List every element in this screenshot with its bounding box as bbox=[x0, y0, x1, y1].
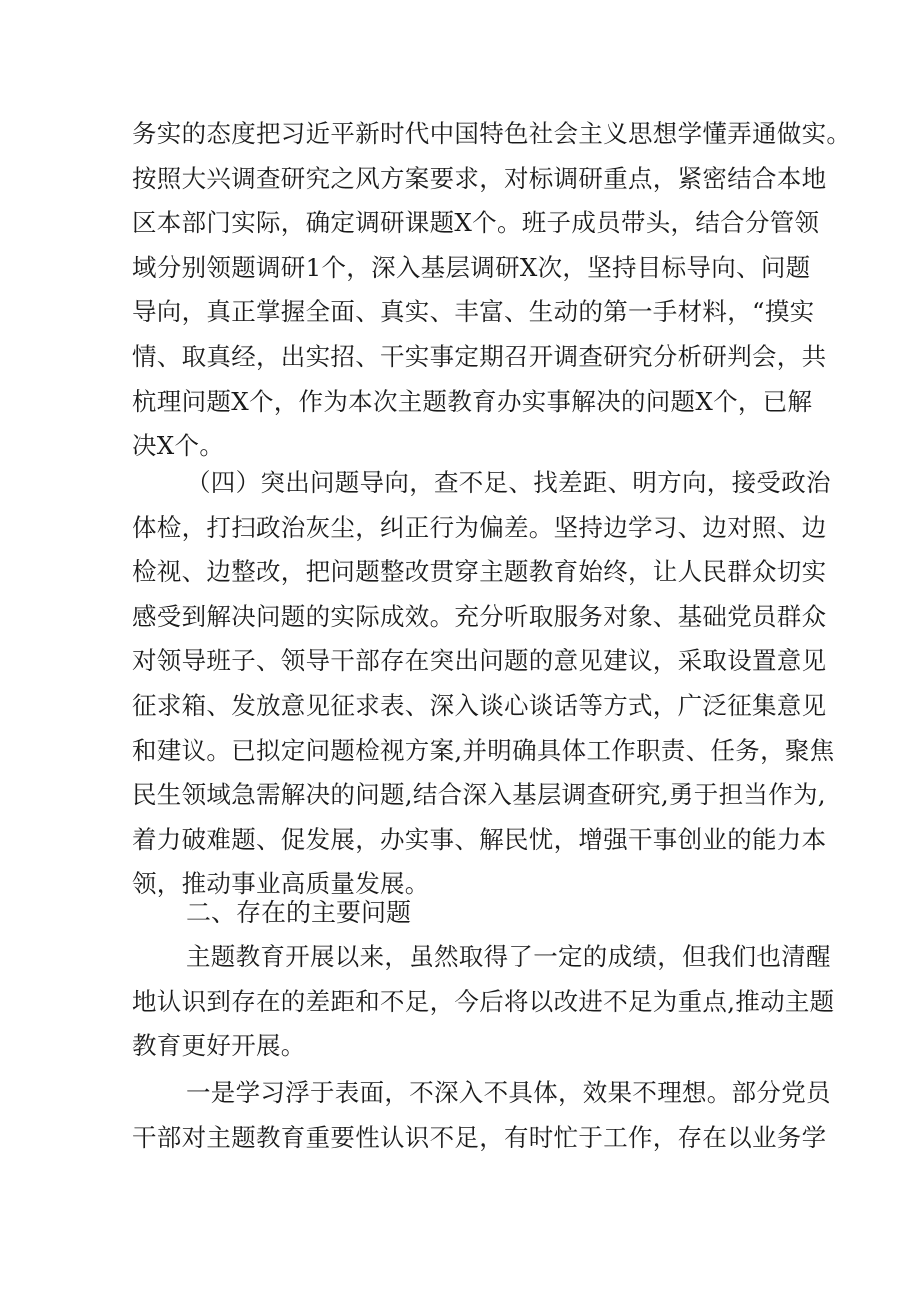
text-line: 感受到解决问题的实际成效。充分听取服务对象、基础党员群众 bbox=[132, 601, 827, 631]
text-line: 决X个。 bbox=[132, 431, 225, 461]
text-line: 区本部门实际，确定调研课题X个。班子成员带头，结合分管领 bbox=[132, 208, 820, 238]
paragraph-study-research bbox=[132, 112, 852, 469]
text-line: 务实的态度把习近平新时代中国特色社会主义思想学懂弄通做实。 bbox=[132, 119, 852, 148]
paragraph-problem-orientation bbox=[132, 461, 835, 907]
text-line: 杭理问题X个，作为本次主题教育办实事解决的问题X个，已解 bbox=[132, 386, 813, 416]
section-heading: 二、存在的主要问题 bbox=[186, 898, 412, 927]
text-line: 域分别领题调研1个，深入基层调研X次，坚持目标导向、问题 bbox=[132, 252, 811, 282]
text-line: 干部对主题教育重要性认识不足，有时忙于工作，存在以业务学 bbox=[132, 1122, 827, 1152]
text-line: （四）突出问题导向，查不足、找差距、明方向，接受政治 bbox=[186, 468, 831, 497]
text-line: 主题教育开展以来，虽然取得了一定的成绩，但我们也清醒 bbox=[186, 942, 831, 971]
text-line: 民生领域急需解决的问题,结合深入基层调查研究,勇于担当作为, bbox=[132, 780, 826, 810]
text-line: 地认识到存在的差距和不足，今后将以改进不足为重点,推动主题 bbox=[132, 986, 835, 1016]
text-line: 对领导班子、领导干部存在突出问题的意见建议，采取设置意见 bbox=[132, 646, 827, 676]
text-line: 体检，打扫政治灰尘，纠正行为偏差。坚持边学习、边对照、边 bbox=[132, 512, 827, 542]
text-line: 着力破难题、促发展，办实事、解民忧，增强干事创业的能力本 bbox=[132, 824, 827, 854]
text-line: 和建议。已拟定问题检视方案,并明确具体工作职责、任务，聚焦 bbox=[132, 735, 835, 765]
paragraph-intro-problems bbox=[132, 935, 835, 1069]
text-line: 按照大兴调查研究之风方案要求，对标调研重点，紧密结合本地 bbox=[132, 163, 827, 193]
text-line: 征求箱、发放意见征求表、深入谈心谈话等方式，广泛征集意见 bbox=[132, 690, 827, 720]
text-line: 导向，真正掌握全面、真实、丰富、生动的第一手材料，“摸实 bbox=[132, 297, 815, 327]
text-line: 领，推动事业高质量发展。 bbox=[132, 869, 430, 899]
text-line: 情、取真经，出实招、干实事定期召开调查研究分析研判会，共 bbox=[132, 341, 827, 371]
text-line: 检视、边整改，把问题整改贯穿主题教育始终，让人民群众切实 bbox=[132, 557, 827, 587]
text-line: 一是学习浮于表面，不深入不具体，效果不理想。部分党员 bbox=[186, 1078, 831, 1107]
paragraph-problem-one bbox=[132, 1071, 831, 1160]
text-line: 教育更好开展。 bbox=[132, 1031, 306, 1061]
